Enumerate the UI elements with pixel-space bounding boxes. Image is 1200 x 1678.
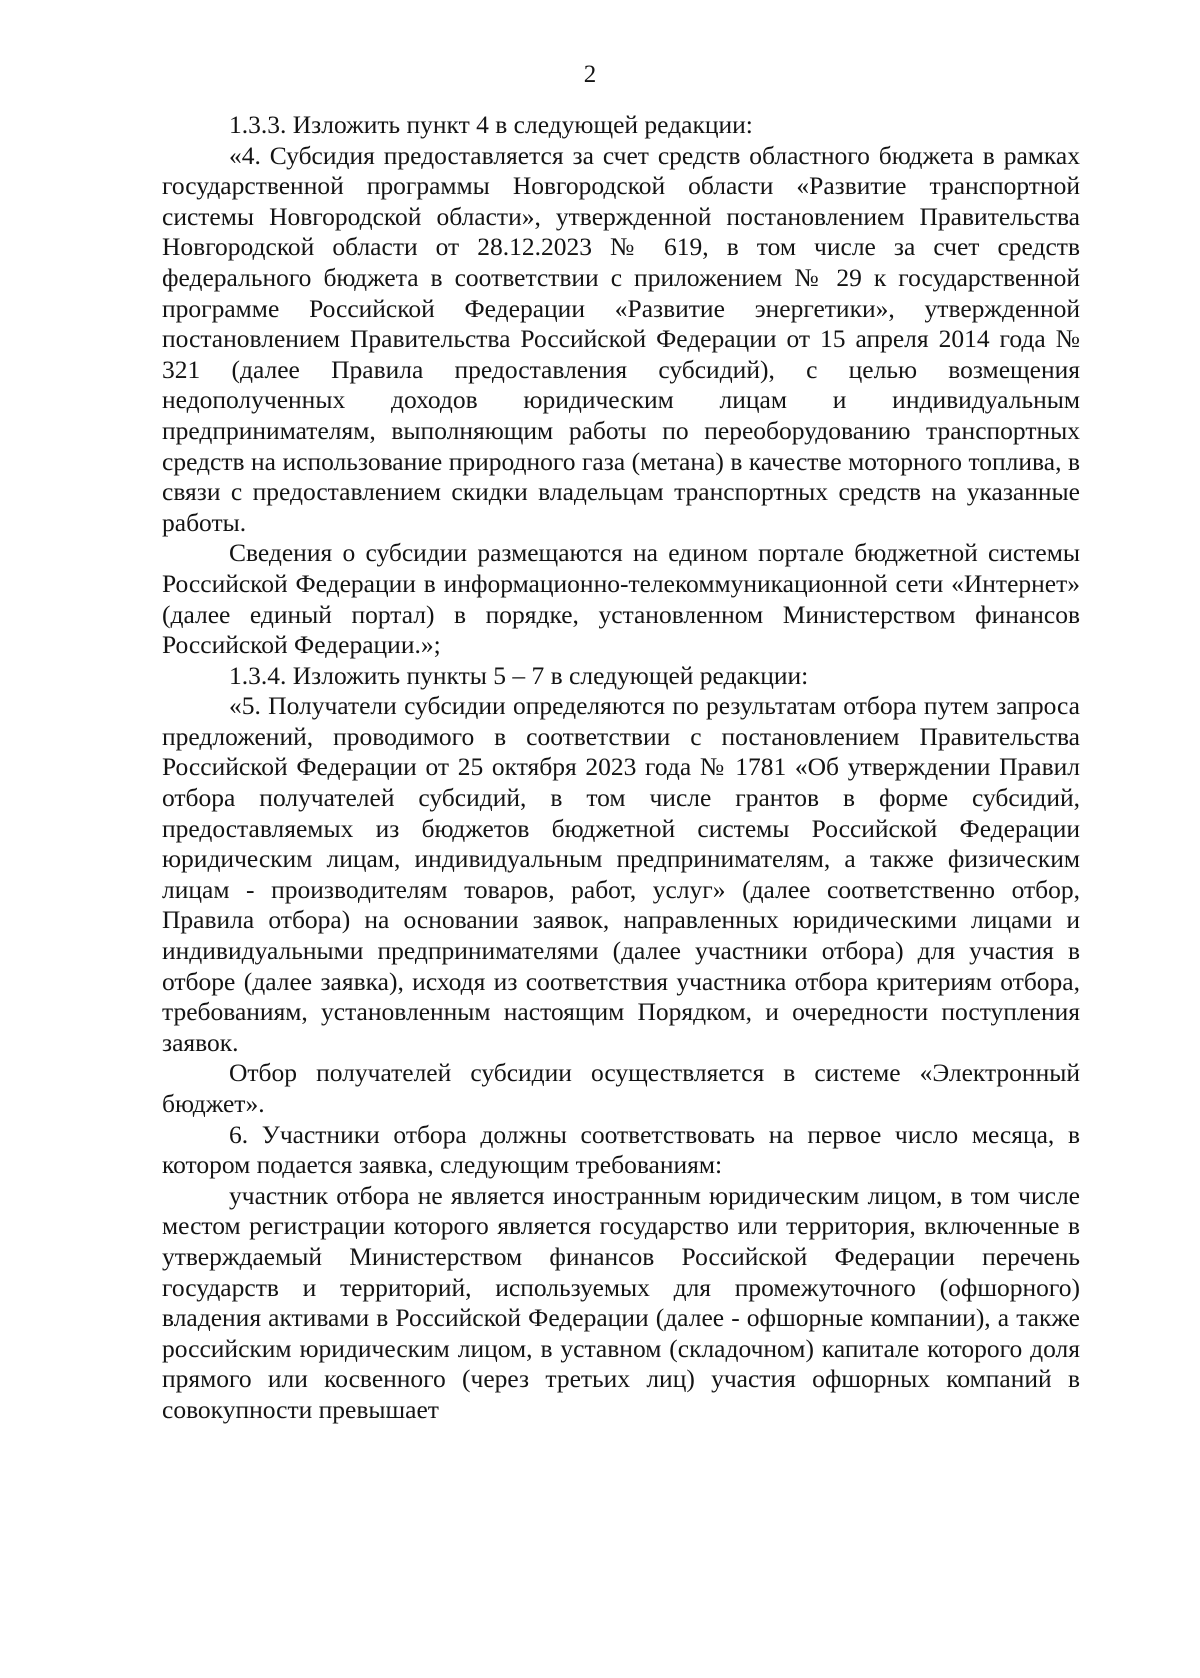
document-body: [162, 110, 1080, 1426]
paragraph-point-6: 6. Участники отбора должны соответствовать на первое число месяца, в котором подается заявка, следующим требованиям:: [162, 1119, 1080, 1180]
section-heading-1-3-4: 1.3.4. Изложить пункты 5 – 7 в следующей редакции:: [229, 660, 809, 690]
page-number: 2: [583, 61, 597, 88]
paragraph-point-4: «4. Субсидия предоставляется за счет средств областного бюджета в рамках государственной программы Новгородской области «Развитие транспортной системы Новгородской области», утвержденной постановлением Правительства Новгородской области от 28.12.2023 № 619, в том числе за счет средств федерального бюджета в соответствии с приложением № 29 к государственной программе Российской Федерации «Развитие энергетики», утвержденной постановлением Правительства Российской Федерации от 15 апреля 2014 года № 321 (далее Правила предоставления субсидий), с целью возмещения недополученных доходов юридическим лицам и индивидуальным предпринимателям, выполняющим работы по переоборудованию транспортных средств на использование природного газа (метана) в качестве моторного топлива, в связи с предоставлением скидки владельцам транспортных средств на указанные работы.: [162, 140, 1080, 537]
paragraph-point-5: «5. Получатели субсидии определяются по результатам отбора путем запроса предложений, проводимого в соответствии с постановлением Правительства Российской Федерации от 25 октября 2023 года № 1781 «Об утверждении Правил отбора получателей субсидий, в том числе грантов в форме субсидий, предоставляемых из бюджетов бюджетной системы Российской Федерации юридическим лицам, индивидуальным предпринимателям, а также физическим лицам - производителям товаров, работ, услуг» (далее соответственно отбор, Правила отбора) на основании заявок, направленных юридическими лицами и индивидуальными предпринимателями (далее участники отбора) для участия в отборе (далее заявка), исходя из соответствия участника отбора критериям отбора, требованиям, установленным настоящим Порядком, и очередности поступления заявок.: [162, 691, 1080, 1057]
paragraph-selection-system: Отбор получателей субсидии осуществляется в системе «Электронный бюджет».: [162, 1058, 1080, 1118]
paragraph-subsidy-info: Сведения о субсидии размещаются на едином портале бюджетной системы Российской Федерации в информационно-телекоммуникационной сети «Интернет» (далее единый портал) в порядке, установленном Министерством финансов Российской Федерации.»;: [162, 538, 1080, 660]
section-heading-1-3-3: 1.3.3. Изложить пункт 4 в следующей редакции:: [229, 110, 753, 139]
paragraph-requirement-1: участник отбора не является иностранным юридическим лицом, в том числе местом регистрации которого является государство или территория, включенные в утверждаемый Министерством финансов Российской Федерации перечень государств и территорий, используемых для промежуточного (офшорного) владения активами в Российской Федерации (далее - офшорные компании), а также российским юридическим лицом, в уставном (складочном) капитале которого доля прямого или косвенного (через третьих лиц) участия офшорных компаний в совокупности превышает: [162, 1180, 1080, 1424]
